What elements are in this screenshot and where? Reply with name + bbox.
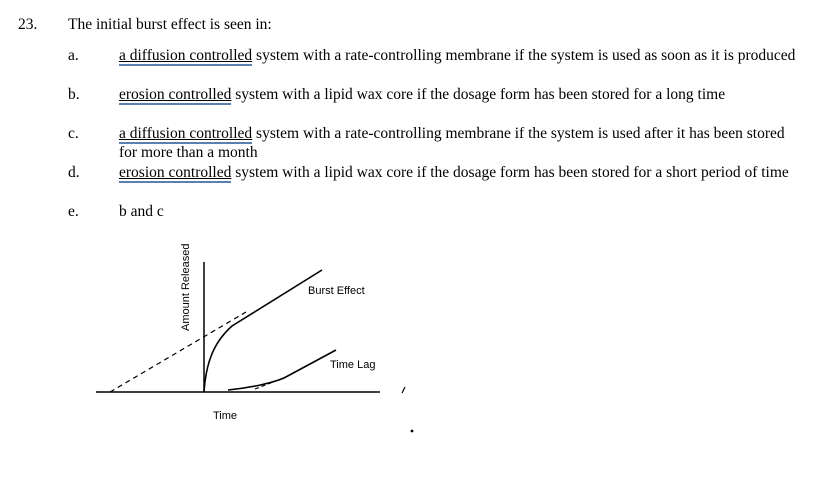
- y-axis-label: Amount Released: [180, 243, 192, 331]
- option-letter: d.: [68, 164, 80, 181]
- burst-effect-curve: [204, 270, 322, 392]
- option-underlined: a diffusion controlled: [119, 125, 253, 142]
- stray-dot: [411, 430, 414, 433]
- option-letter: b.: [68, 86, 80, 103]
- option-rest: system with a rate-controlling membrane if the system is used as soon as it is produced: [252, 47, 796, 64]
- option-letter: e.: [68, 203, 79, 220]
- question-stem: The initial burst effect is seen in:: [68, 16, 272, 33]
- time-lag-label: Time Lag: [330, 359, 376, 371]
- option-text: b and c: [119, 203, 164, 220]
- burst-effect-label: Burst Effect: [308, 285, 365, 297]
- option-rest: system with a lipid wax core if the dosage form has been stored for a long time: [231, 86, 726, 103]
- lag-extrapolation-dashed: [255, 377, 286, 389]
- option-rest: system with a lipid wax core if the dosage form has been stored for a short period of time: [231, 164, 789, 181]
- option-letter: c.: [68, 125, 79, 142]
- option-underlined: erosion controlled: [119, 164, 232, 181]
- option-letter: a.: [68, 47, 79, 64]
- option-underlined: erosion controlled: [119, 86, 232, 103]
- time-lag-curve: [228, 350, 336, 390]
- stray-mark: [402, 387, 405, 393]
- burst-extrapolation-dashed: [110, 312, 246, 392]
- x-axis-label: Time: [213, 410, 238, 422]
- question-number: 23.: [18, 16, 38, 33]
- option-rest: system with a rate-controlling membrane if the system is used after it has been stored for more than a month: [119, 125, 785, 161]
- option-underlined: a diffusion controlled: [119, 47, 253, 64]
